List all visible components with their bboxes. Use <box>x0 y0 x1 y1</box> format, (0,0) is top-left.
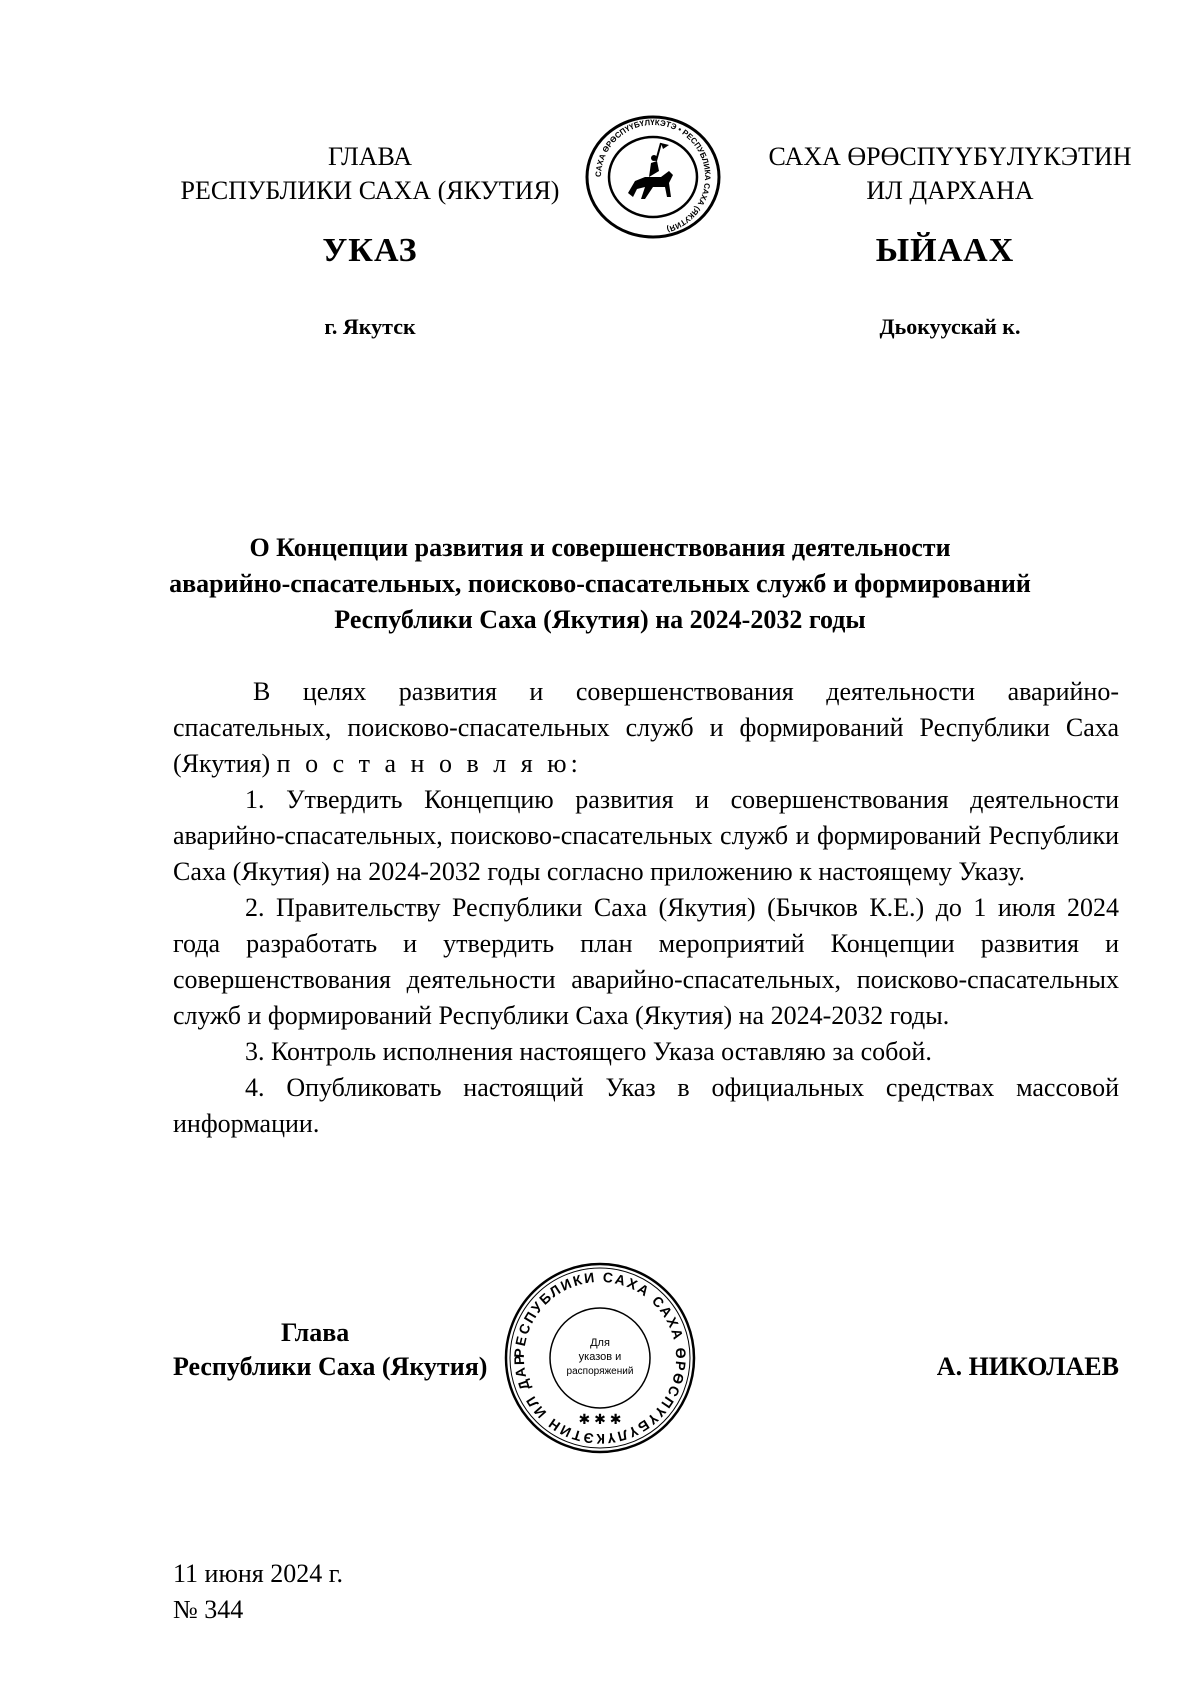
header-right-line1: САХА ӨРӨСПҮҮБҮЛҮКЭТИН <box>768 142 1132 171</box>
item-1: 1. Утвердить Концепцию развития и совершенствования деятельности аварийно-спасательных, поисково-спасательных служб и формирований Республики Саха (Якутия) на 2024-2032 годы согласно приложению к настоящему Указу. <box>173 785 1119 886</box>
header-left-line2: РЕСПУБЛИКИ САХА (ЯКУТИЯ) <box>180 176 560 205</box>
stamp-inner-line3: распоряжений <box>566 1366 634 1377</box>
city-ru: г. Якутск <box>324 314 416 339</box>
document-title <box>150 530 1050 638</box>
header-left <box>170 140 570 208</box>
document-footer <box>173 1556 473 1628</box>
title-line1: О Концепции развития и совершенствования деятельности <box>249 533 951 562</box>
stamp-inner-line2: указов и <box>578 1351 622 1363</box>
item-3: 3. Контроль исполнения настоящего Указа оставляю за собой. <box>245 1037 932 1066</box>
signature-title <box>173 1316 533 1384</box>
city-sah: Дьокуускай к. <box>879 314 1021 339</box>
title-line3: Республики Саха (Якутия) на 2024-2032 годы <box>334 605 866 634</box>
signatory-name: А. НИКОЛАЕВ <box>936 1352 1119 1381</box>
stamp-icon <box>500 1258 700 1458</box>
emblem-ring-text: САХА ӨРӨСПҮҮБҮЛҮКЭТЭ • РЕСПУБЛИКА САХА (ЯКУТИЯ) <box>593 117 713 235</box>
decree-label-ru: УКАЗ <box>322 232 418 269</box>
header-right <box>740 140 1160 208</box>
title-line2: аварийно-спасательных, поисково-спасательных служб и формирований <box>169 569 1031 598</box>
coat-of-arms-icon <box>583 115 723 240</box>
header-left-line1: ГЛАВА <box>328 142 412 171</box>
document-date: 11 июня 2024 г. <box>173 1559 343 1588</box>
header-right-line2: ИЛ ДАРХАНА <box>866 176 1034 205</box>
intro-action: п о с т а н о в л я ю: <box>276 749 582 778</box>
signature-title-line2: Республики Саха (Якутия) <box>173 1352 488 1381</box>
item-2: 2. Правительству Республики Саха (Якутия) (Бычков К.Е.) до 1 июля 2024 года разработать и утвердить план мероприятий Концепции развития и совершенствования деятельности аварийно-спасательных, поисково-спасательных служб и формирований Республики Саха (Якутия) на 2024-2032 годы. <box>173 893 1119 1030</box>
official-stamp <box>500 1258 700 1458</box>
item-4: 4. Опубликовать настоящий Указ в официальных средствах массовой информации. <box>173 1073 1119 1138</box>
document-number: № 344 <box>173 1595 244 1624</box>
coat-of-arms-emblem <box>583 115 723 240</box>
intro-paragraph <box>173 674 1119 782</box>
stamp-inner-line1: Для <box>590 1337 610 1349</box>
document-body <box>173 674 1119 1142</box>
stamp-ring-text: РЕСПУБЛИКИ САХА САХА ӨРӨСПҮҮБҮЛҮКЭТИН ИЛ ДАР <box>510 1268 690 1448</box>
intro-text: В целях развития и совершенствования деятельности аварийно-спасательных, поисково-спасательных служб и формирований Республики Саха (Якутия) <box>173 677 1119 778</box>
signature-title-line1: Глава <box>281 1318 350 1347</box>
decree-label-sah: ЫЙААХ <box>875 232 1015 269</box>
stamp-stars-icon: ✱ ✱ ✱ <box>578 1411 622 1427</box>
